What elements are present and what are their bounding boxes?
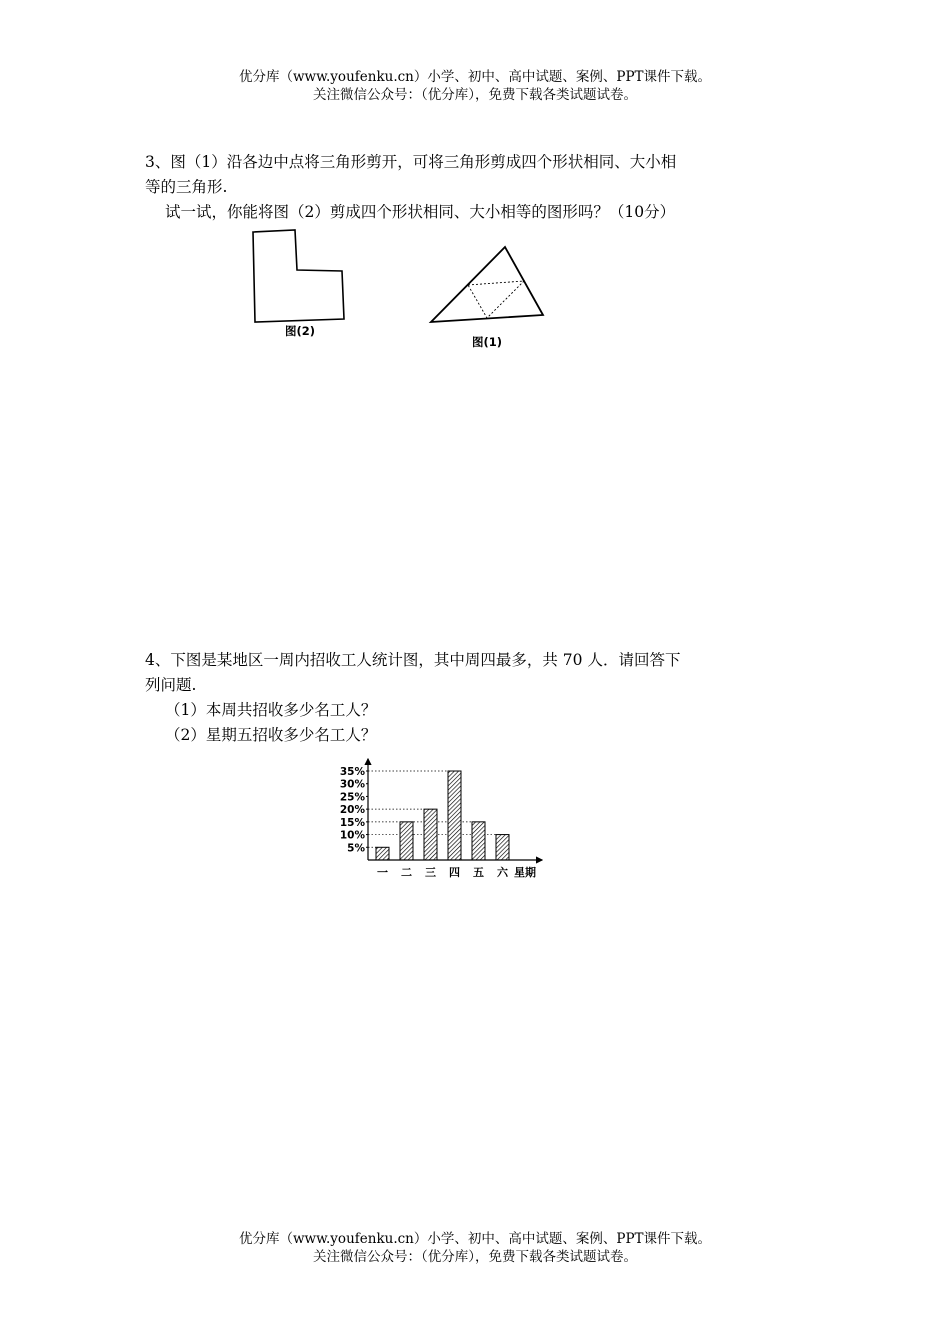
x-category-label: 四	[449, 866, 460, 879]
chart-bars	[376, 771, 509, 860]
header-line-1: 优分库（www.youfenku.cn）小学、初中、高中试题、案例、PPT课件下载。	[238, 69, 712, 85]
q4-line-1: 4、下图是某地区一周内招收工人统计图，其中周四最多，共 70 人．请回答下	[145, 651, 681, 669]
bar-三	[424, 809, 437, 860]
figure-1-caption: 图(1)	[472, 335, 503, 349]
y-tick-label: 35%	[339, 766, 365, 778]
q3-line-2: 等的三角形.	[145, 178, 228, 196]
q4-sub-2: （2）星期五招收多少名工人？	[165, 726, 377, 744]
x-category-label: 五	[473, 866, 484, 879]
y-tick-label: 15%	[339, 816, 365, 829]
page-footer	[0, 1230, 950, 1266]
y-tick-labels	[340, 766, 368, 854]
q3-line-3: 试一试，你能将图（2）剪成四个形状相同、大小相等的图形吗？（10分）	[165, 203, 676, 221]
bar-六	[496, 835, 509, 860]
question-3	[145, 150, 810, 225]
page-header	[0, 68, 950, 104]
bar-五	[472, 822, 485, 860]
footer-line-1: 优分库（www.youfenku.cn）小学、初中、高中试题、案例、PPT课件下载。	[238, 1231, 712, 1247]
x-category-label: 三	[425, 866, 436, 879]
bar-一	[376, 847, 389, 860]
x-category-labels	[377, 865, 509, 879]
q4-sub-1: （1）本周共招收多少名工人？	[165, 701, 377, 719]
l-shape	[253, 230, 344, 322]
bar-chart	[330, 755, 550, 885]
y-tick-label: 25%	[339, 791, 365, 804]
question-4	[145, 648, 810, 748]
y-tick-label: 30%	[339, 778, 365, 791]
figure-2	[245, 225, 355, 345]
y-tick-label: 20%	[339, 804, 365, 817]
x-axis-label: 星期	[514, 866, 536, 879]
y-tick-label: 5%	[347, 842, 365, 855]
y-tick-label: 10%	[339, 829, 365, 842]
midpoint-triangle	[468, 281, 524, 318]
q3-line-1: 3、图（1）沿各边中点将三角形剪开，可将三角形剪成四个形状相同、大小相	[145, 153, 677, 171]
x-category-label: 六	[497, 866, 508, 879]
header-line-2: 关注微信公众号：（优分库），免费下载各类试题试卷。	[313, 87, 637, 103]
figure-2-caption: 图(2)	[285, 324, 316, 338]
x-category-label: 二	[401, 866, 412, 879]
bar-四	[448, 771, 461, 860]
bar-二	[400, 822, 413, 860]
figure-1	[425, 240, 550, 355]
triangle	[431, 247, 543, 322]
footer-line-2: 关注微信公众号：（优分库），免费下载各类试题试卷。	[313, 1249, 637, 1265]
q4-line-2: 列问题.	[145, 676, 197, 694]
x-category-label: 一	[377, 866, 388, 879]
